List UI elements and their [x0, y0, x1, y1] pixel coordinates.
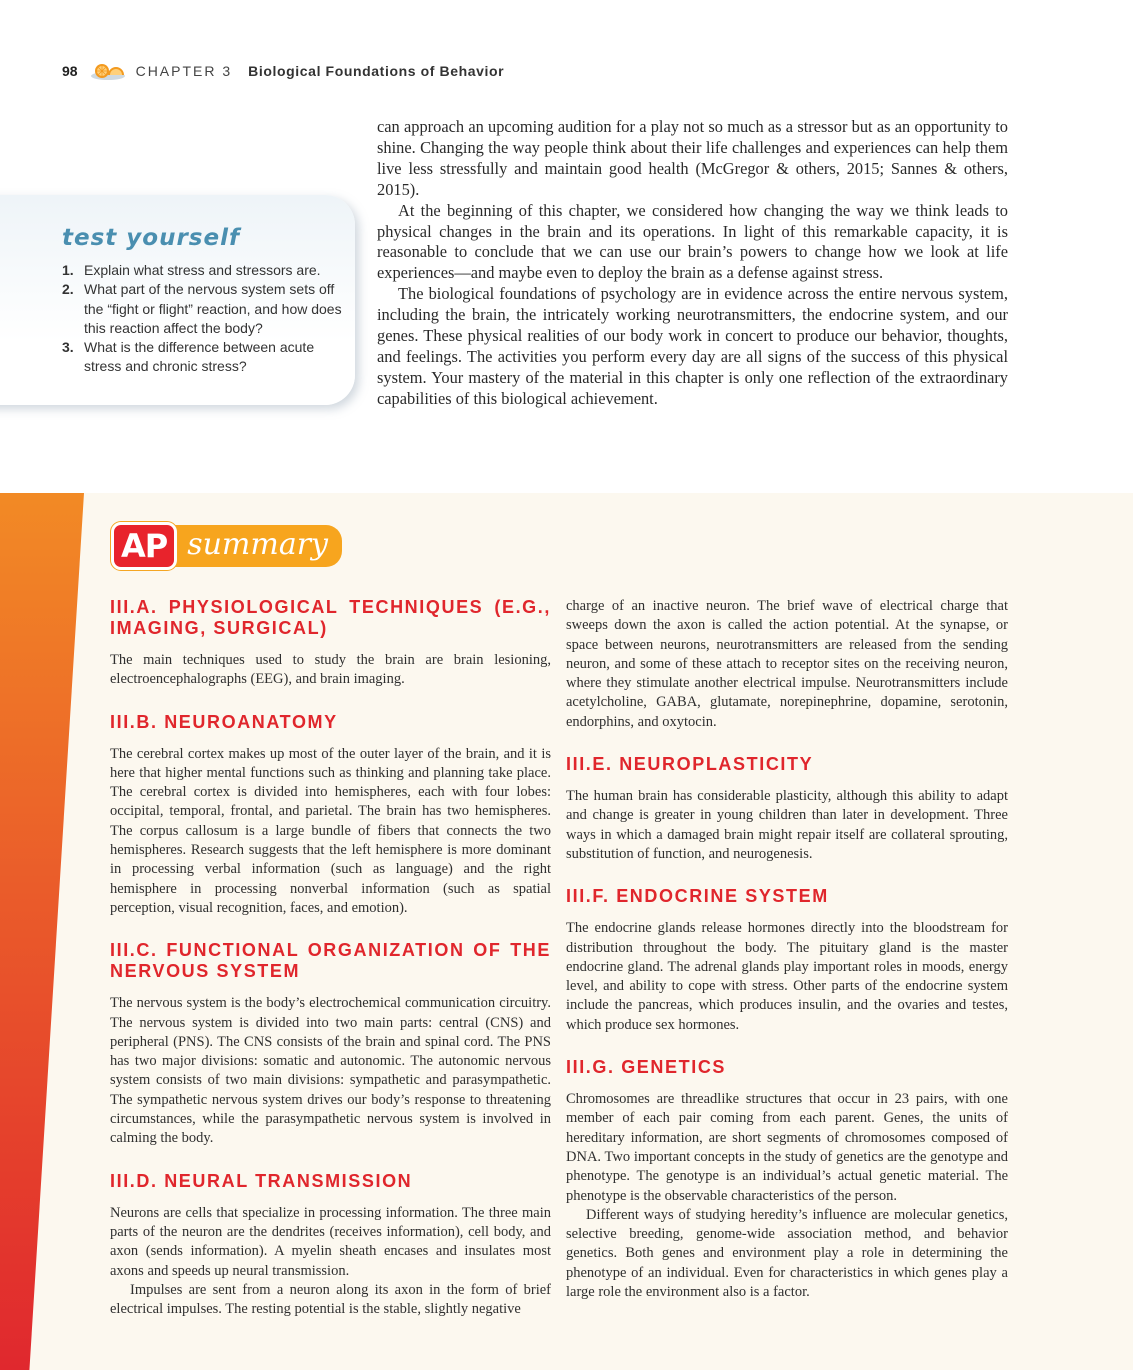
section-paragraph: The human brain has considerable plasticity, although this ability to adapt and change is greater in young children than later in development. Three ways in which a damaged brain might repair itself are collateral sprouting, substitution of function, and neurogenesis. [566, 788, 1008, 862]
section-paragraph: The main techniques used to study the brain are brain lesioning, electroencephalographs (EEG), and brain imaging. [110, 652, 551, 688]
summary-column-left [110, 597, 551, 1319]
section-paragraph: The nervous system is the body’s electrochemical communication circuitry. The nervous system is divided into two main parts: central (CNS) and peripheral (PNS). The CNS consists of the brain and spinal cord. The PNS has two major divisions: somatic and autonomic. The autonomic nervous system consists of two main divisions: sympathetic and parasympathetic. The sympathetic nervous system drives our body’s response to threatening circumstances, while the parasympathetic nervous system is involved in calming the body. [110, 995, 551, 1147]
section-paragraph: Different ways of studying heredity’s influence are molecular genetics, selective breeding, genome-wide association method, and behavior genetics. Both genes and environment play a role in determining the phenotype of an individual. Even for characteristics in which genes play a large role the environment also is a factor. [566, 1206, 1008, 1301]
body-paragraph: can approach an upcoming audition for a play not so much as a stressor but as an opportunity to shine. Changing the way people think about their life challenges and experiences can help them live less stressfully and maintain good health (McGregor & others, 2015; Sannes & others, 2015). [377, 117, 1008, 199]
question-number: 3. [62, 339, 74, 356]
question-item [62, 280, 342, 338]
section-paragraph: Impulses are sent from a neuron along its axon in the form of brief electrical impulses. The resting potential is the stable, slightly negative [110, 1281, 551, 1318]
ap-summary-badge [111, 521, 342, 571]
section-heading: III.G. GENETICS [566, 1057, 727, 1078]
section-paragraph: The cerebral cortex makes up most of the outer layer of the brain, and it is here that higher mental functions such as thinking and planning take place. The cerebral cortex is divided into hemispheres, each with four lobes: occipital, temporal, frontal, and parietal. The brain has two hemispheres. The corpus callosum is a large bundle of fibers that connects the two hemispheres. Research suggests that the left hemisphere is more dominant in processing verbal information (such as language) and the right hemisphere in processing nonverbal information (such as spatial perception, visual recognition, faces, and emotion). [110, 745, 551, 916]
summary-label: summary [163, 525, 342, 567]
body-paragraph: At the beginning of this chapter, we considered how changing the way we think leads to physical changes in the brain and its operations. In light of this remarkable capacity, it is reasonable to conclude that we can use our brain’s powers to change how we look at life experiences—and maybe even to deploy the brain as a defense against stress. [377, 200, 1008, 283]
ap-logo: AP [111, 522, 177, 570]
section-paragraph: The endocrine glands release hormones directly into the bloodstream for distribution throughout the body. The pituitary gland is the master endocrine gland. The adrenal glands play important roles in moods, energy level, and ability to cope with stress. Other parts of the endocrine system include the pancreas, which produces insulin, and the ovaries and testes, which produce sex hormones. [566, 920, 1008, 1033]
chapter-label: CHAPTER 3 [135, 63, 233, 79]
section-heading: III.E. NEUROPLASTICITY [566, 754, 814, 775]
summary-column-right [566, 597, 1008, 1302]
body-text [377, 117, 1008, 410]
question-item [62, 338, 342, 377]
question-text: What part of the nervous system sets off the “fight or flight” reaction, and how does this reaction affect the body? [84, 281, 342, 336]
section-heading: III.B. NEUROANATOMY [110, 711, 338, 732]
section-paragraph: Neurons are cells that specialize in processing information. The three main parts of the neuron are the dendrites (receives information), cell body, and axon (sends information). A myelin sheath encases and insulates most axons and speeds up neural transmission. [110, 1204, 551, 1279]
question-text: Explain what stress and stressors are. [84, 262, 321, 278]
section-heading: III.A. PHYSIOLOGICAL TECHNIQUES (E.G., IMAGING, SURGICAL) [110, 597, 551, 638]
question-text: What is the difference between acute stress and chronic stress? [84, 339, 315, 375]
section-heading: III.D. NEURAL TRANSMISSION [110, 1170, 413, 1191]
section-paragraph: charge of an inactive neuron. The brief wave of electrical charge that sweeps down the axon is called the action potential. At the synapse, or space between neurons, neurotransmitters are released from the sending neuron, and some of these attach to receptor sites on the receiving neuron, where they stimulate another electrical impulse. Neurotransmitters include acetylcholine, GABA, glutamate, norepinephrine, dopamine, serotonin, endorphins, and oxytocin. [566, 598, 1008, 730]
question-item [62, 261, 342, 280]
section-heading: III.F. ENDOCRINE SYSTEM [566, 886, 829, 907]
orange-slices-icon [90, 61, 126, 81]
test-yourself-title: test yourself [62, 225, 240, 251]
page-number: 98 [62, 63, 78, 79]
body-paragraph: The biological foundations of psychology are in evidence across the entire nervous system, including the brain, the intricately working neurotransmitters, the endocrine system, and our genes. These physical realities of our body work in concert to produce our behavior, thoughts, and feelings. The activities you perform every day are all signs of the success of this physical system. Your mastery of the material in this chapter is only one reflection of the extraordinary capabilities of this biological achievement. [377, 284, 1008, 408]
page-header [62, 60, 504, 82]
section-heading: III.C. FUNCTIONAL ORGANIZATION OF THE NERVOUS SYSTEM [110, 940, 551, 982]
chapter-title: Biological Foundations of Behavior [248, 63, 505, 79]
question-number: 2. [62, 281, 74, 298]
section-paragraph: Chromosomes are threadlike structures that occur in 23 pairs, with one member of each pair coming from each parent. Genes, the units of hereditary information, are short segments of chromosomes composed of DNA. Two important concepts in the study of genetics are the genotype and phenotype. The genotype is an individual’s actual genetic material. The phenotype is the observable characteristics of the person. [566, 1091, 1008, 1204]
test-yourself-questions [62, 261, 342, 377]
question-number: 1. [62, 262, 74, 278]
